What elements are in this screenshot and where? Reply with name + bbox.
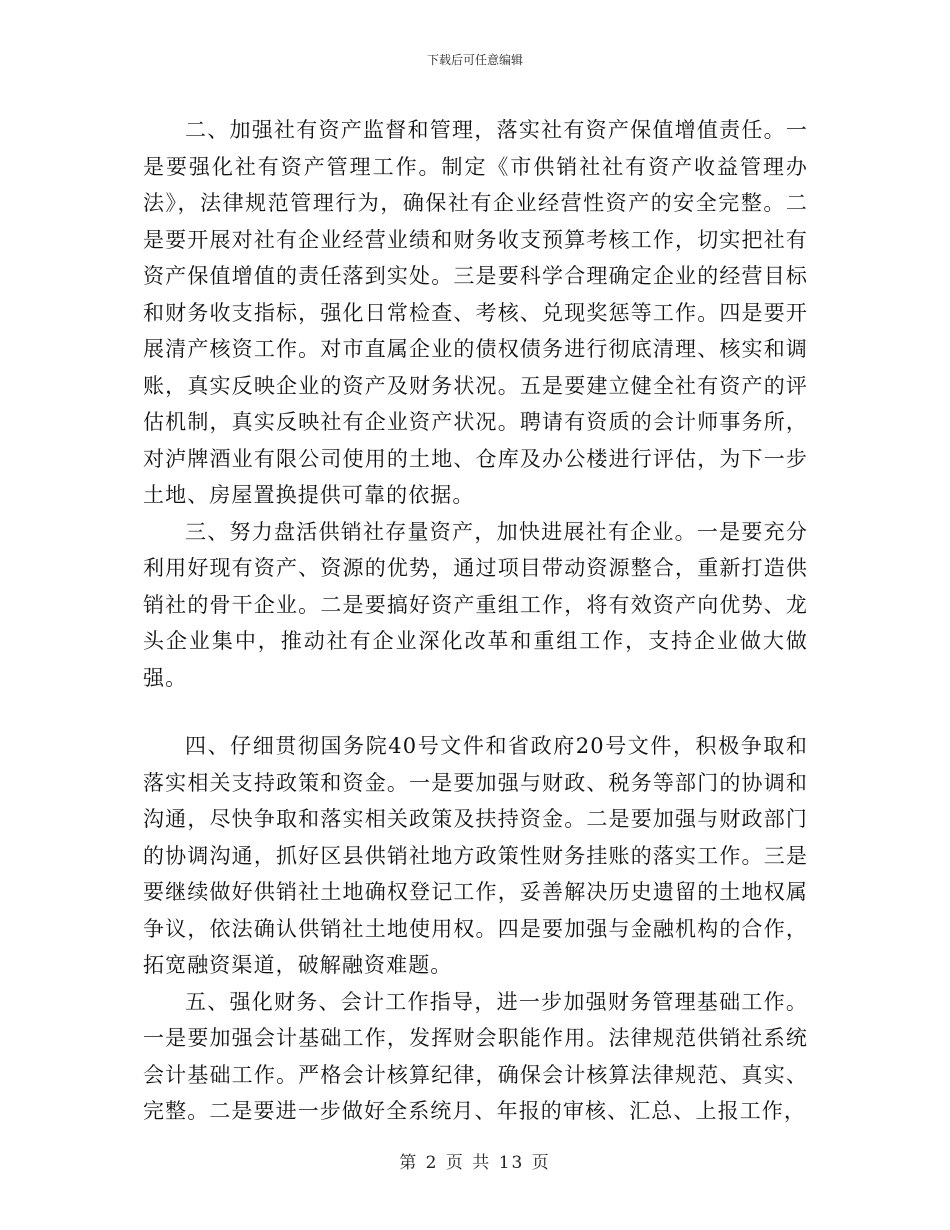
page-number-footer: 第 2 页 共 13 页 (399, 1153, 551, 1173)
paragraph-section-2: 二、加强社有资产监督和管理，落实社有资产保值增值责任。一是要强化社有资产管理工作。制定《市供销社社有资产收益管理办法》，法律规范管理行为，确保社有企业经营性资产的安全完整。二是要开展对社有企业经营业绩和财务收支预算考核工作，切实把社有资产保值增值的责任落到实处。三是要科学合理确定企业的经营目标和财务收支指标，强化日常检查、考核、兑现奖惩等工作。四是要开展清产核资工作。对市直属企业的债权债务进行彻底清理、核实和调账，真实反映企业的资产及财务状况。五是要建立健全社有资产的评估机制，真实反映社有企业资产状况。聘请有资质的会计师事务所，对泸牌酒业有限公司使用的土地、仓库及办公楼进行评估，为下一步土地、房屋置换提供可靠的依据。 (143, 118, 808, 507)
paragraph-section-4: 四、仔细贯彻国务院40号文件和省政府20号文件，积极争取和落实相关支持政策和资金。一是要加强与财政、税务等部门的协调和沟通，尽快争取和落实相关政策及扶持资金。二是要加强与财政部门的协调沟通，抓好区县供销社地方政策性财务挂账的落实工作。三是要继续做好供销社土地确权登记工作，妥善解决历史遗留的土地权属争议，依法确认供销社土地使用权。四是要加强与金融机构的合作，拓宽融资渠道，破解融资难题。 (143, 734, 808, 977)
paragraph-section-3: 三、努力盘活供销社存量资产，加快进展社有企业。一是要充分利用好现有资产、资源的优势，通过项目带动资源整合，重新打造供销社的骨干企业。二是要搞好资产重组工作，将有效资产向优势、龙头企业集中，推动社有企业深化改革和重组工作，支持企业做大做强。 (143, 519, 808, 690)
document-body (143, 112, 808, 1130)
paragraph-section-5: 五、强化财务、会计工作指导，进一步加强财务管理基础工作。一是要加强会计基础工作，发挥财会职能作用。法律规范供销社系统会计基础工作。严格会计核算纪律，确保会计核算法律规范、真实、完整。二是要进一步做好全系统月、年报的审核、汇总、上报工作， (143, 989, 808, 1123)
page-header-note: 下载后可任意编辑 (426, 53, 523, 67)
